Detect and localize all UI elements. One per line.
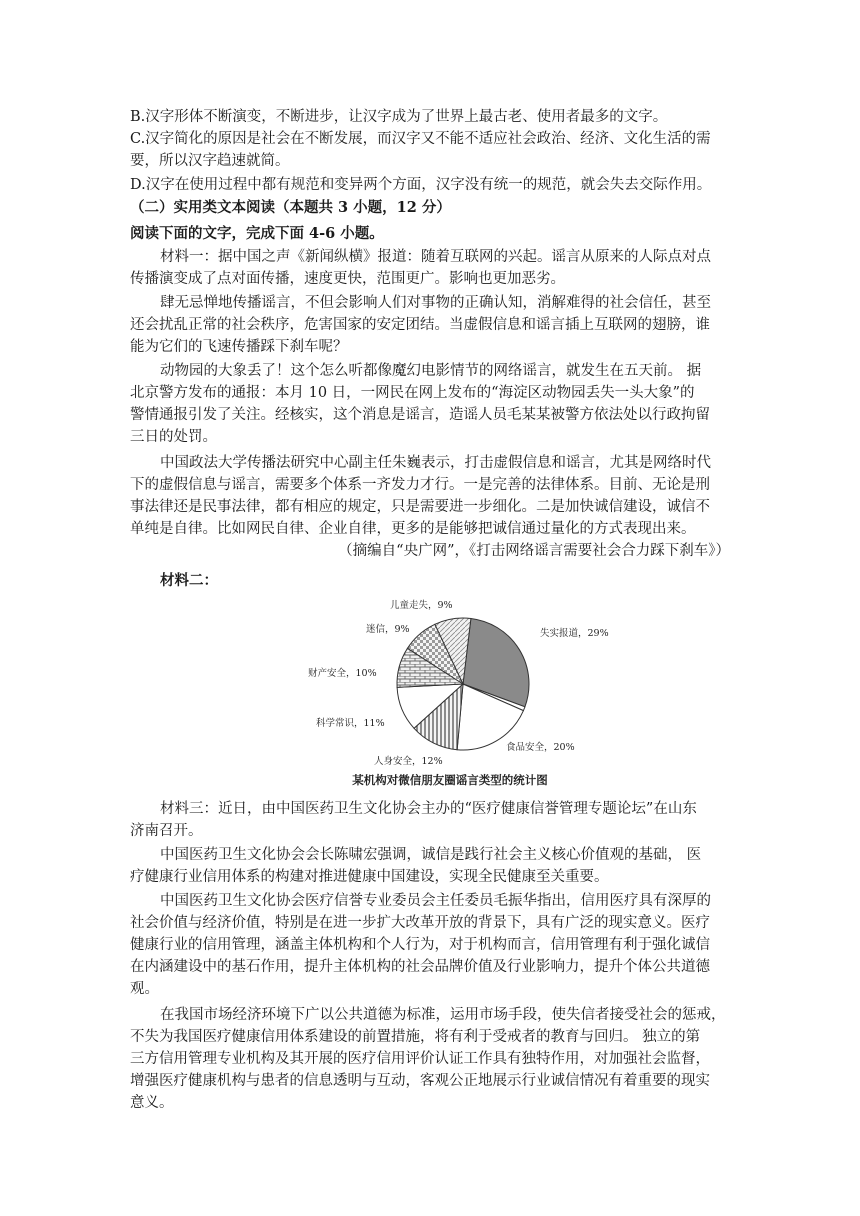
slice-shishi-baodao-label: 失实报道，29% xyxy=(540,628,609,639)
chart-title: 某机构对微信朋友圈谣言类型的统计图 xyxy=(352,773,548,787)
material-1-p2-line3: 能为它们的飞速传播踩下刹车呢？ xyxy=(130,339,348,355)
material-1-p4-line4: 单纯是自律。比如网民自律、企业自律，更多的是能够把诚信通过量化的方式表现出来。 xyxy=(130,521,696,537)
material-3-p4-line2: 不失为我国医疗健康信用体系建设的前置措施，将有利于受戒者的教育与回归。 独立的第 xyxy=(130,1029,701,1045)
slice-caichan-anquan-label: 财产安全，10% xyxy=(308,668,377,679)
material-1-p3-line2: 北京警方发布的通报：本月 10 日，一网民在网上发布的“海淀区动物园丢失一头大象”的 xyxy=(130,385,695,401)
slice-renshen-anquan-label: 人身安全，12% xyxy=(374,756,443,767)
material-1-p4-line1: 中国政法大学传播法研究中心副主任朱巍表示，打击虚假信息和谣言，尤其是网络时代 xyxy=(160,455,711,471)
material-3-p4-line1: 在我国市场经济环境下广以公共道德为标准，运用市场手段，使失信者接受社会的惩戒， xyxy=(160,1007,726,1023)
material-1-p4-line2: 下的虚假信息与谣言，需要多个体系一齐发力才行。一是完善的法律体系。目前、无论是刑 xyxy=(130,477,710,493)
option-c-line2: 要，所以汉字趋速就简。 xyxy=(130,153,290,169)
material-1-source: （摘编自“央广网”，《打击网络谣言需要社会合力踩下刹车》） xyxy=(338,543,730,559)
material-3-p3-line4: 在内涵建设中的基石作用，提升主体机构的社会品牌价值及行业影响力，提升个体公共道德 xyxy=(130,959,710,975)
material-1-p2-line2: 还会扰乱正常的社会秩序，危害国家的安定团结。当虚假信息和谣言插上互联网的翅膀，谁 xyxy=(130,317,710,333)
material-3-p3-line3: 健康行业的信用管理，涵盖主体机构和个人行为，对于机构而言，信用管理有利于强化诚信 xyxy=(130,937,710,953)
material-1-p4-line3: 事法律还是民事法律，都有相应的规定，只是需要进一步细化。二是加快诚信建设，诚信不 xyxy=(130,499,710,515)
material-1-p2-line1: 肆无忌惮地传播谣言，不但会影响人们对事物的正确认知，消解难得的社会信任，甚至 xyxy=(160,295,711,311)
material-1-p1-line1: 材料一：据中国之声《新闻纵横》报道：随着互联网的兴起。谣言从原来的人际点对点 xyxy=(160,249,711,265)
slice-kexue-changshi-label: 科学常识，11% xyxy=(316,718,385,729)
material-3-p3-line1: 中国医药卫生文化协会医疗信誉专业委员会主任委员毛振华指出，信用医疗具有深厚的 xyxy=(160,893,711,909)
material-3-p2-line1: 中国医药卫生文化协会会长陈啸宏强调，诚信是践行社会主义核心价值观的基础， 医 xyxy=(160,847,702,863)
option-b: B.汉字形体不断演变，不断进步，让汉字成为了世界上最古老、使用者最多的文字。 xyxy=(130,109,668,125)
slice-ertong-zoushi-label: 儿童走失，9% xyxy=(390,600,453,611)
section-heading: （二）实用类文本阅读（本题共 3 小题，12 分） xyxy=(130,199,451,216)
material-1-p3-line3: 警情通报引发了关注。经核实，这个消息是谣言，造谣人员毛某某被警方依法处以行政拘留 xyxy=(130,407,710,423)
slice-mixin-label: 迷信，9% xyxy=(366,624,410,635)
material-1-p3-line4: 三日的处罚。 xyxy=(130,429,217,445)
option-c-line1: C.汉字简化的原因是社会在不断发展，而汉字又不能不适应社会政治、经济、文化生活的需 xyxy=(130,131,711,147)
material-2-label: 材料二： xyxy=(160,572,218,589)
material-3-p1-line2: 济南召开。 xyxy=(130,823,203,839)
material-1-p1-line2: 传播演变成了点对面传播，速度更快，范围更广。影响也更加恶劣。 xyxy=(130,271,565,287)
option-d: D.汉字在使用过程中都有规范和变异两个方面，汉字没有统一的规范，就会失去交际作用。 xyxy=(130,177,712,193)
slice-shipin-anquan-label: 食品安全，20% xyxy=(506,742,575,753)
material-3-p3-line2: 社会价值与经济价值，特别是在进一步扩大改革开放的背景下，具有广泛的现实意义。医疗 xyxy=(130,915,710,931)
pie-chart-svg xyxy=(300,592,609,792)
material-3-p1-line1: 材料三：近日，由中国医药卫生文化协会主办的“医疗健康信誉管理专题论坛”在山东 xyxy=(160,801,697,817)
material-3-p4-line5: 意义。 xyxy=(130,1095,174,1111)
material-1-p3-line1: 动物园的大象丢了！这个怎么听都像魔幻电影情节的网络谣言，就发生在五天前。 据 xyxy=(160,363,702,379)
material-3-p4-line3: 三方信用管理专业机构及其开展的医疗信用评价认证工作具有独特作用，对加强社会监督， xyxy=(130,1051,710,1067)
material-3-p4-line4: 增强医疗健康机构与患者的信息透明与互动，客观公正地展示行业诚信情况有着重要的现实 xyxy=(130,1073,710,1089)
material-3-p2-line2: 疗健康行业信用体系的构建对推进健康中国建设，实现全民健康至关重要。 xyxy=(130,869,609,885)
pie-chart xyxy=(300,592,609,792)
material-3-p3-line5: 观。 xyxy=(130,981,159,997)
instructions: 阅读下面的文字，完成下面 4-6 小题。 xyxy=(130,225,384,242)
